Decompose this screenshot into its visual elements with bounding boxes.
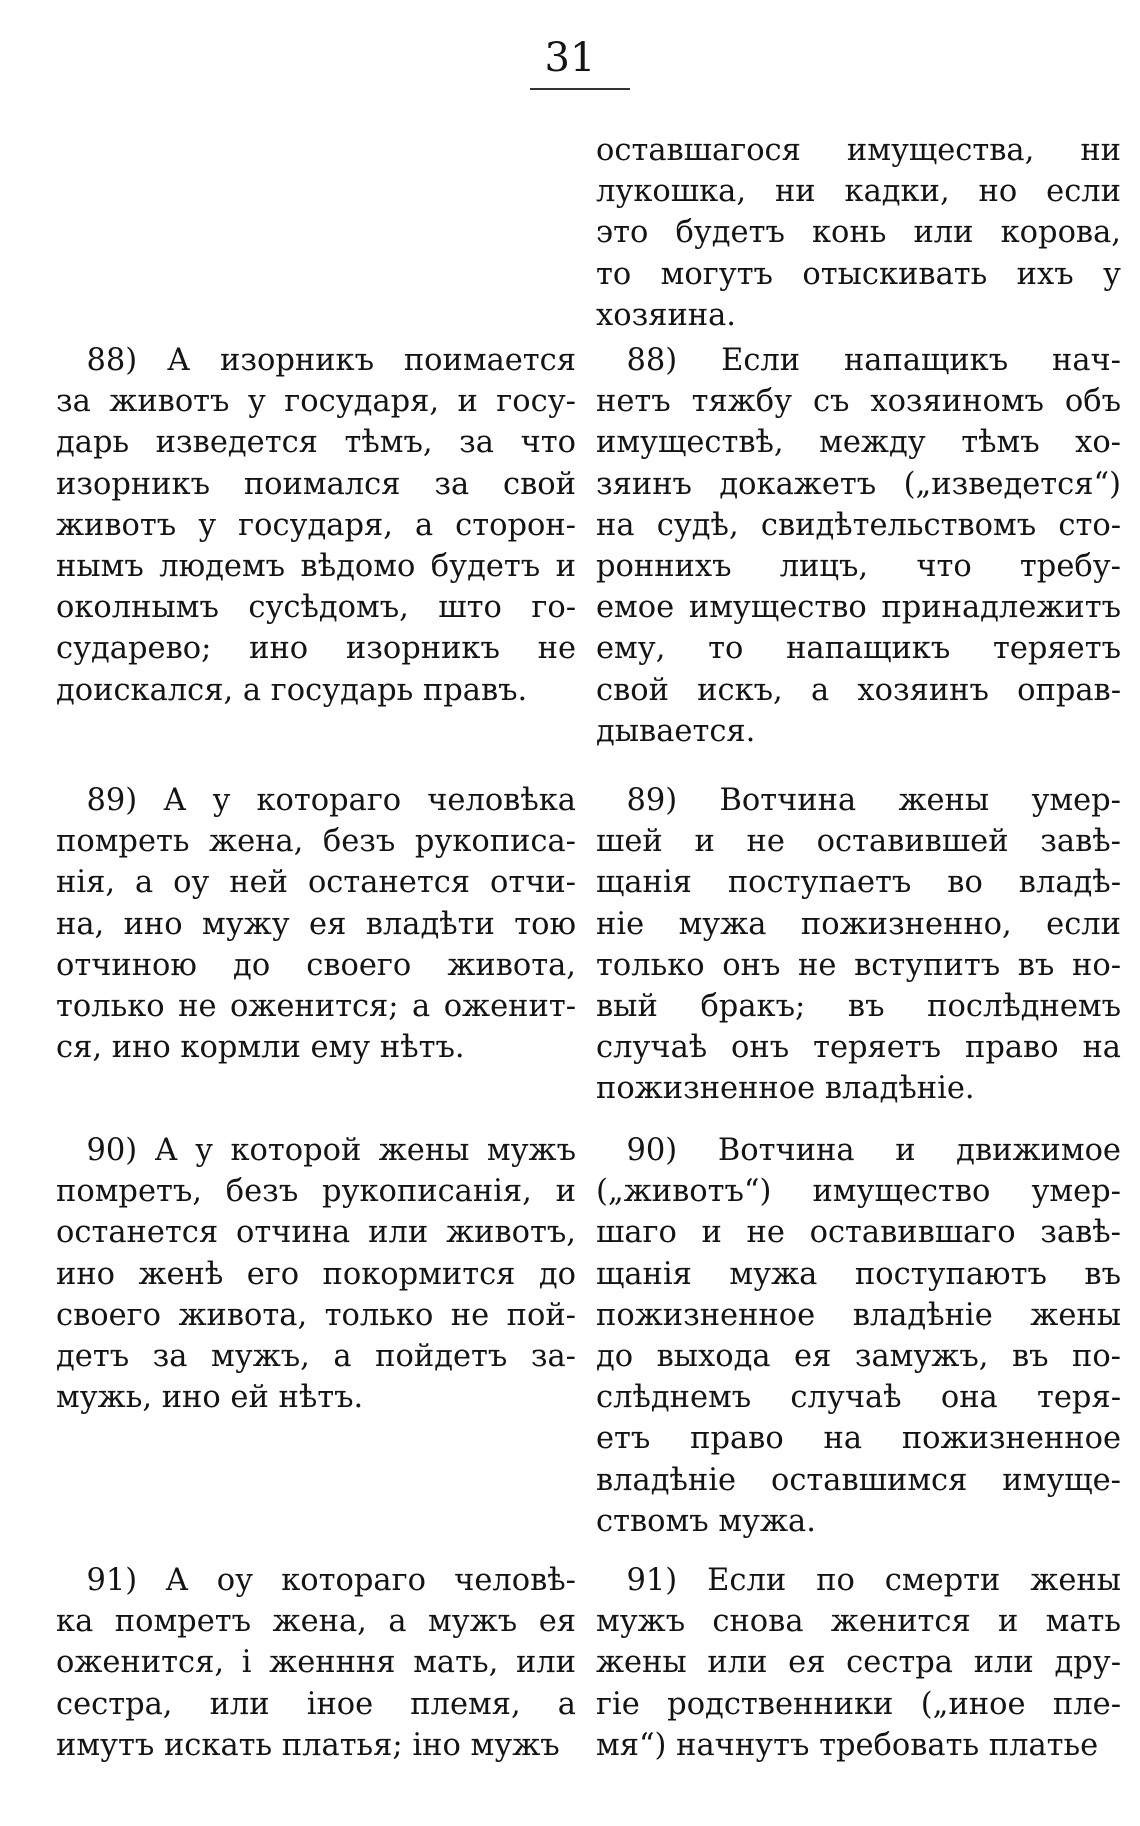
text-line: случаѣ онъ теряетъ право на — [596, 1030, 1121, 1066]
text-line: на судѣ, свидѣтельствомъ сто- — [596, 507, 1121, 543]
text-line: роннихъ лицъ, что требу- — [596, 549, 1121, 584]
text-line: 90) Вотчина и движимое — [596, 1133, 1121, 1168]
text-line: щанія мужа поступаютъ въ — [596, 1256, 1121, 1292]
text-line: за животъ у государя, и госу- — [56, 384, 576, 420]
text-line: то могутъ отыскивать ихъ у — [596, 256, 1121, 292]
text-line: гіе родственники („иное пле- — [596, 1686, 1121, 1722]
text-line: ніе мужа пожизненно, если — [596, 906, 1121, 942]
text-line: детъ за мужъ, а пойдетъ за- — [56, 1339, 576, 1374]
text-line: до выхода ея замужъ, въ по- — [596, 1339, 1121, 1374]
text-line: только онъ не вступитъ въ но- — [596, 947, 1121, 983]
text-line: своего живота, только не пой- — [56, 1297, 576, 1333]
text-line: лукошка, ни кадки, но если — [596, 174, 1121, 210]
text-line: мужъ снова женится и мать — [596, 1604, 1121, 1640]
text-line: ино женѣ его покормится до — [56, 1256, 576, 1292]
text-line: помреть жена, безъ рукописа- — [56, 824, 576, 860]
text-line: оставшагося имущества, ни — [596, 133, 1121, 168]
text-line: имутъ искать платья; іно мужъ — [56, 1727, 560, 1763]
text-line: хозяина. — [596, 297, 736, 333]
text-line: имуществѣ, между тѣмъ хо- — [596, 425, 1121, 461]
text-line: 91) А оу котораго человѣ- — [56, 1563, 576, 1598]
text-line: это будетъ конь или корова, — [596, 215, 1121, 251]
text-line: 91) Если по смерти жены — [596, 1563, 1121, 1598]
text-line: изорникъ поимался за свой — [56, 466, 576, 502]
page-number-rule — [530, 88, 630, 90]
text-line: сестра, или іное племя, а — [56, 1686, 576, 1722]
page-number: 31 — [544, 35, 596, 81]
text-line: нетъ тяжбу съ хозяиномъ объ — [596, 384, 1121, 420]
text-line: мужь, ино ей нѣтъ. — [56, 1380, 364, 1416]
text-line: етъ право на пожизненное — [596, 1421, 1121, 1457]
text-line: зяинъ докажетъ („изведется“) — [596, 466, 1121, 502]
text-line: нымъ людемъ вѣдомо будетъ и — [56, 549, 576, 584]
text-line: нія, а оу ней останется отчи- — [56, 865, 576, 901]
text-line: ся, ино кормли ему нѣтъ. — [56, 1030, 465, 1066]
text-line: помретъ, безъ рукописанія, и — [56, 1174, 576, 1210]
text-line: вый бракъ; въ послѣднемъ — [596, 989, 1121, 1024]
text-line: дарь изведется тѣмъ, за что — [56, 425, 576, 461]
text-line: щанія поступаетъ во владѣ- — [596, 865, 1121, 901]
text-line: оженится, і женння мать, или — [56, 1645, 576, 1681]
text-line: сударево; ино изорникъ не — [56, 631, 576, 667]
text-line: жены или ея сестра или дру- — [596, 1645, 1121, 1681]
text-line: пожизненное владѣніе жены — [596, 1297, 1121, 1333]
text-line: отчиною до своего живота, — [56, 947, 576, 983]
text-line: мя“) начнутъ требовать платье — [596, 1727, 1099, 1763]
text-line: 88) А изорникъ поимается — [56, 343, 576, 378]
text-line: ему, то напащикъ теряетъ — [596, 631, 1121, 667]
text-line: 90) А у которой жены мужъ — [56, 1133, 576, 1168]
text-line: ка помретъ жена, а мужъ ея — [56, 1604, 576, 1640]
text-line: („животъ“) имущество умер- — [596, 1174, 1121, 1210]
text-line: околнымъ сусѣдомъ, што го- — [56, 590, 576, 626]
text-line: ствомъ мужа. — [596, 1503, 816, 1539]
text-line: слѣднемъ случаѣ она теря- — [596, 1380, 1121, 1416]
text-line: шаго и не оставившаго завѣ- — [596, 1215, 1121, 1251]
text-line: шей и не оставившей завѣ- — [596, 824, 1121, 860]
text-line: только не оженится; а оженит- — [56, 989, 576, 1024]
text-line: 89) А у котораго человѣка — [56, 783, 576, 818]
text-line: емое имущество принадлежитъ — [596, 590, 1121, 626]
text-line: свой искъ, а хозяинъ оправ- — [596, 672, 1121, 708]
text-line: 88) Если напащикъ нач- — [596, 343, 1121, 378]
text-line: доискался, а государь правъ. — [56, 672, 528, 708]
text-line: останется отчина или животъ, — [56, 1215, 576, 1251]
text-line: дывается. — [596, 713, 756, 749]
text-line: животъ у государя, а сторон- — [56, 507, 576, 543]
text-line: владѣніе оставшимся имуще- — [596, 1462, 1121, 1498]
text-line: на, ино мужу ея владѣти тою — [56, 906, 576, 942]
text-line: пожизненное владѣніе. — [596, 1071, 975, 1107]
text-line: 89) Вотчина жены умер- — [596, 783, 1121, 818]
